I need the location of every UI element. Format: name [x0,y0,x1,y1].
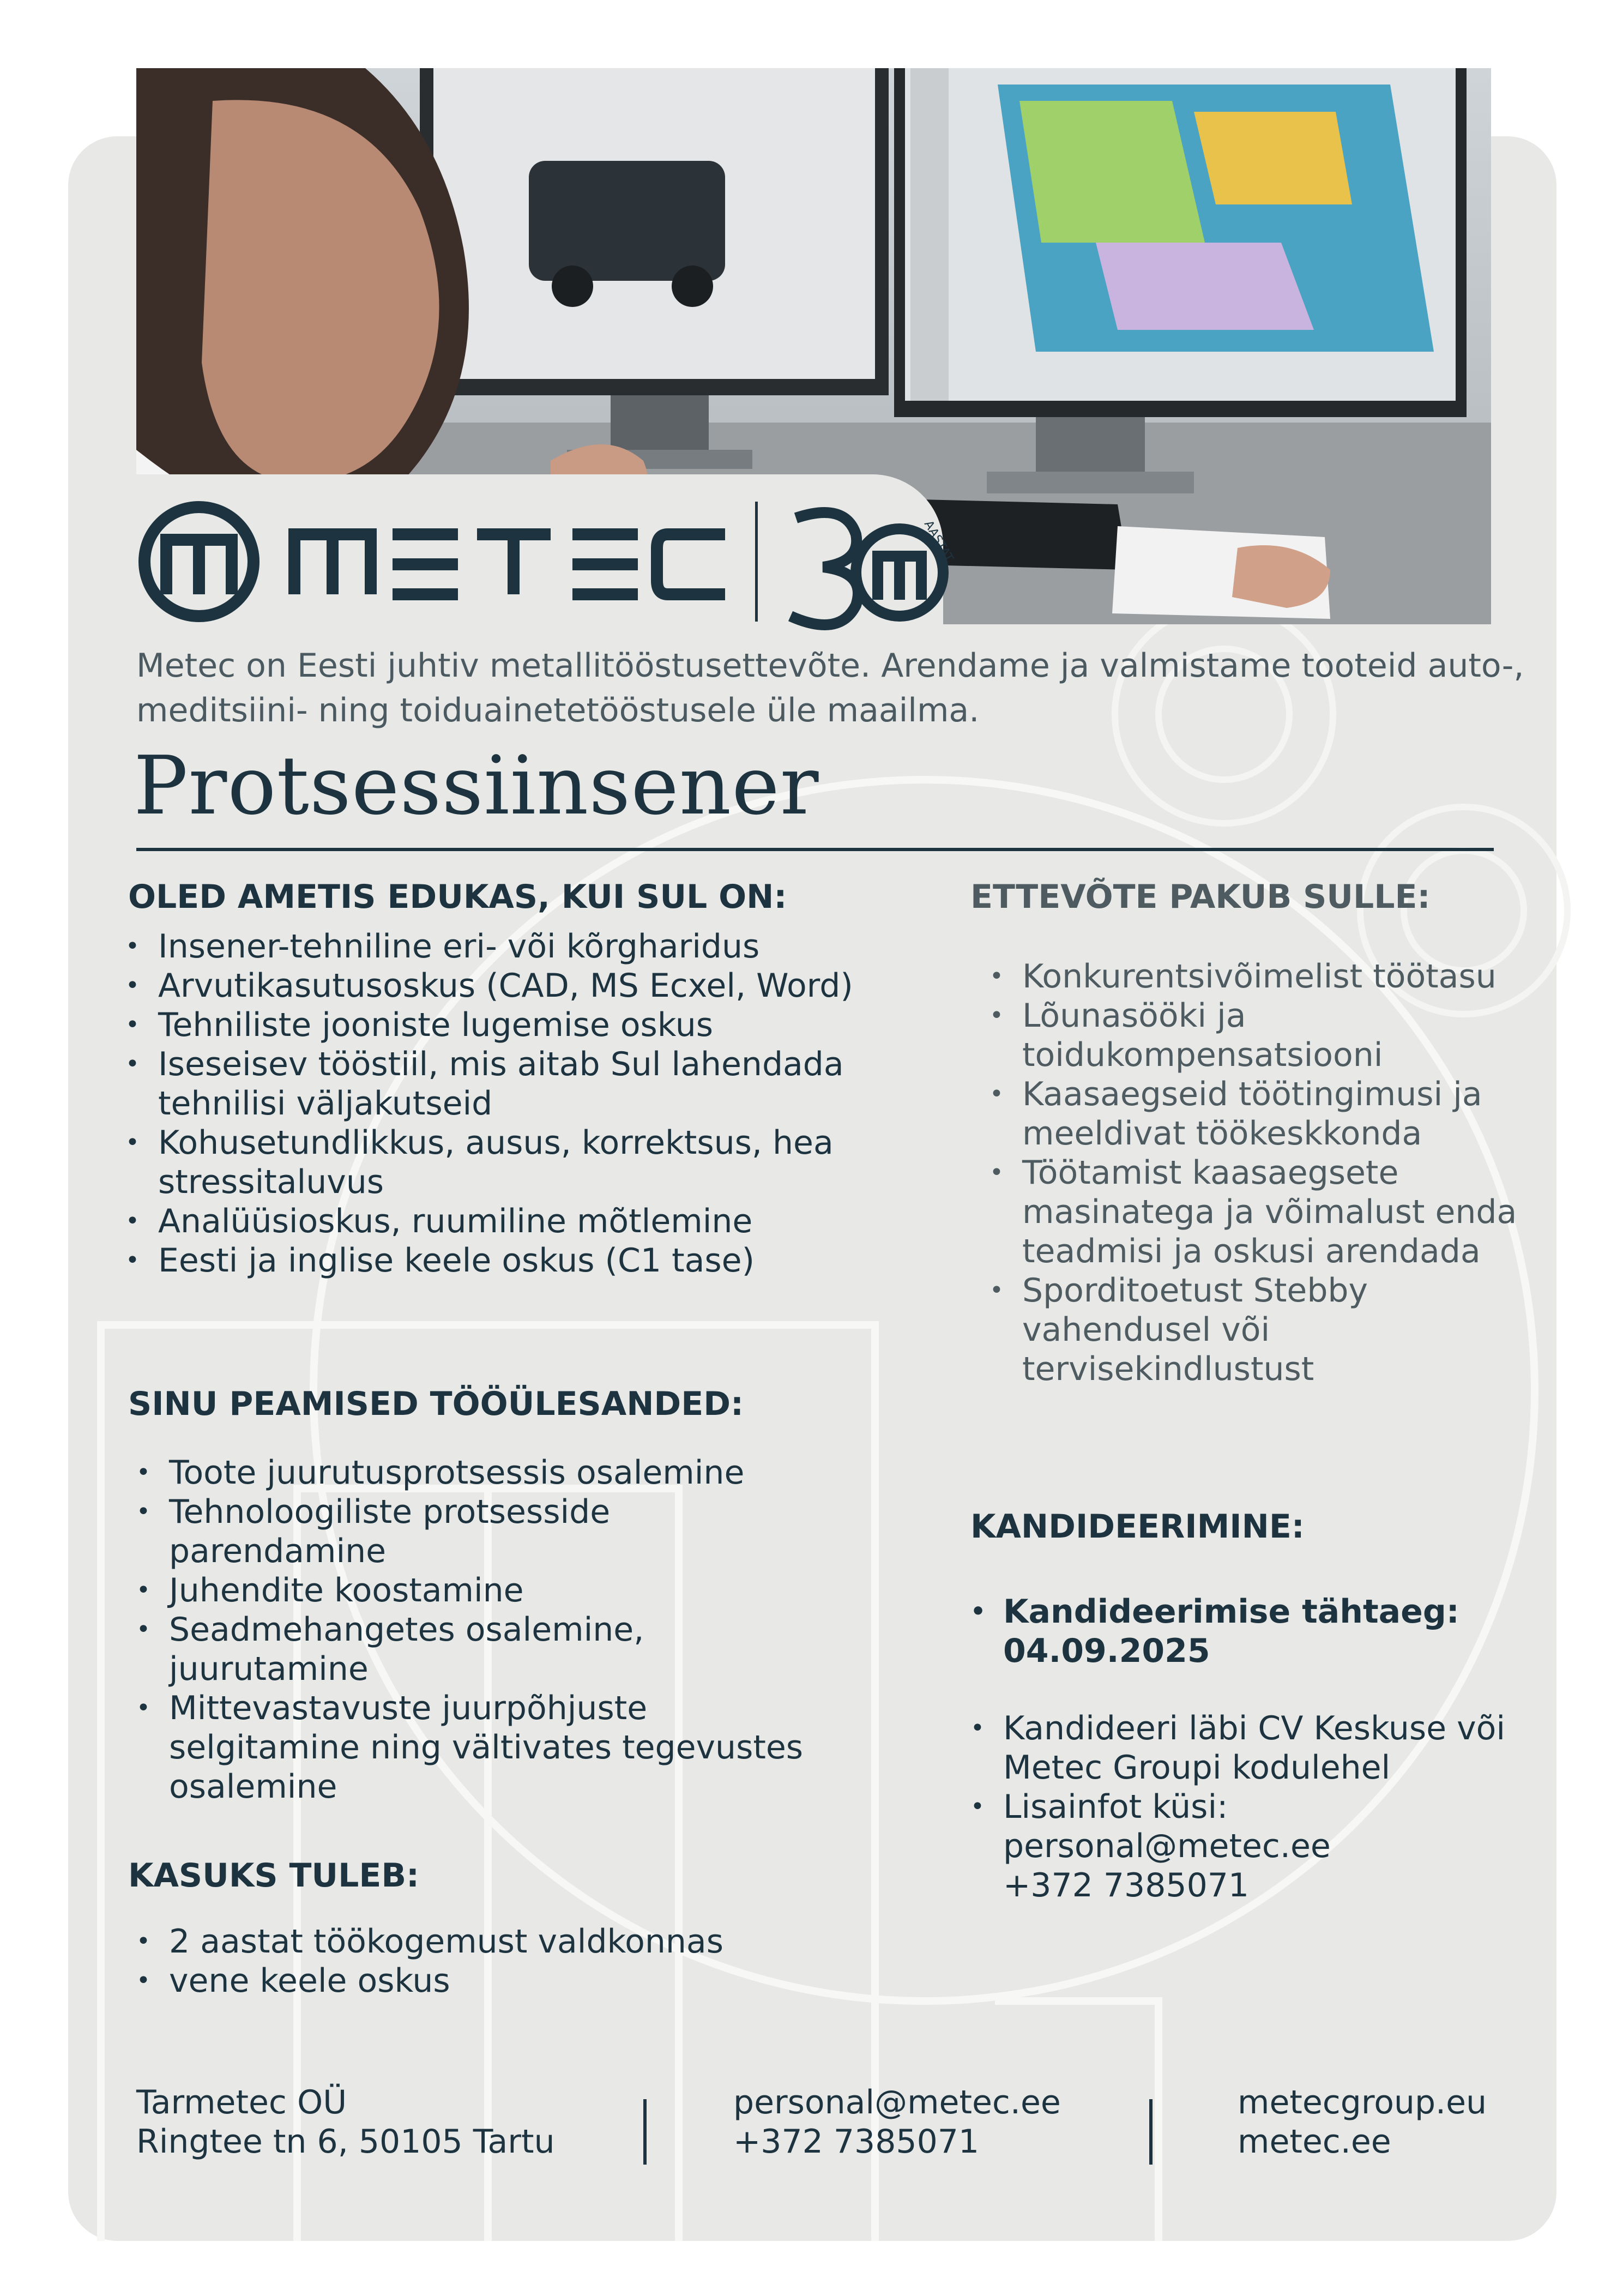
footer-contacts [733,2083,1061,2161]
website-link-group[interactable]: metecgroup.eu [1238,2083,1487,2122]
requirements-heading: OLED AMETIS EDUKAS, KUI SUL ON: [128,878,787,916]
tasks-heading: SINU PEAMISED TÖÖÜLESANDED: [128,1385,744,1423]
contact-email-link[interactable]: personal@metec.ee [1003,1827,1331,1865]
bonus-list [136,1922,845,2000]
list-item: • Tehniliste jooniste lugemise oskus [125,1005,889,1045]
list-item: • Sporditoetust Stebby vahendusel või tervisekindlustust [990,1271,1535,1389]
list-item: • Toote juurutusprotsessis osalemine [136,1453,829,1492]
apply-via: • Kandideeri läbi CV Keskuse või Metec Groupi kodulehel [970,1709,1516,1787]
list-item: • vene keele oskus [136,1961,845,2000]
footer-websites [1238,2083,1487,2161]
company-address: Ringtee tn 6, 50105 Tartu [136,2123,555,2161]
offer-list [990,957,1535,1389]
company-intro: Metec on Eesti juhtiv metallitööstusettevõte. Arendame ja valmistame tooteid auto-, meditsiini- ning toiduainetetööstusele üle maailma. [136,647,1524,730]
30-years-badge-icon [791,513,943,625]
list-item: • Iseseisev tööstiil, mis aitab Sul lahendada tehnilisi väljakutseid [125,1045,889,1123]
apply-list [970,1592,1516,1905]
offer-heading: ETTEVÕTE PAKUB SULLE: [970,878,1431,916]
contact-phone[interactable]: +372 7385071 [1003,1866,1250,1905]
list-item: • Juhendite koostamine [136,1571,829,1610]
metec-wordmark [294,534,725,594]
list-item: • Lõunasööki ja toidukompensatsiooni [990,996,1535,1075]
list-item: • Kohusetundlikkus, ausus, korrektsus, hea stressitaluvus [125,1123,889,1202]
contact-label: • Lisainfot küsi: [1003,1788,1228,1826]
bonus-heading: KASUKS TULEB: [128,1857,420,1895]
list-item: • Kaasaegseid töötingimusi ja meeldivat töökeskkonda [990,1075,1535,1153]
list-item: • Eesti ja inglise keele oskus (C1 tase) [125,1241,889,1280]
apply-heading: KANDIDEERIMINE: [970,1508,1305,1546]
tasks-list [136,1453,829,1806]
list-item: • Seadmehangetes osalemine, juurutamine [136,1610,829,1689]
list-item: • Mittevastavuste juurpõhjuste selgitamine ning vältivates tegevustes osalemine [136,1689,829,1806]
list-item: • Tehnoloogiliste protsesside parendamine [136,1492,829,1571]
footer-divider [1149,2099,1153,2165]
logo-divider [755,502,758,622]
list-item: • Analüüsioskus, ruumiline mõtlemine [125,1202,889,1241]
list-item: • Konkurentsivõimelist töötasu [990,957,1535,996]
title-divider [136,848,1494,851]
list-item: • Arvutikasutusoskus (CAD, MS Ecxel, Word) [125,966,889,1005]
apply-contact [970,1787,1516,1905]
company-name: Tarmetec OÜ [136,2083,347,2122]
footer-phone[interactable]: +372 7385071 [733,2123,980,2161]
list-item: • Insener-tehniline eri- või kõrgharidus [125,927,889,966]
anniversary-word: AASTAT [921,518,956,565]
website-link-metec[interactable]: metec.ee [1238,2123,1391,2161]
page-title: Protsessiinsener [134,739,819,833]
requirements-list [125,927,889,1280]
footer-divider [643,2099,647,2165]
apply-deadline: • Kandideerimise tähtaeg: 04.09.2025 [970,1592,1516,1671]
footer-address [136,2083,555,2161]
list-item: • 2 aastat töökogemust valdkonnas [136,1922,845,1961]
footer-email-link[interactable]: personal@metec.ee [733,2083,1061,2122]
metec-m-logo-icon [144,507,254,616]
list-item: • Töötamist kaasaegsete masinatega ja võimalust enda teadmisi ja oskusi arendada [990,1153,1535,1271]
